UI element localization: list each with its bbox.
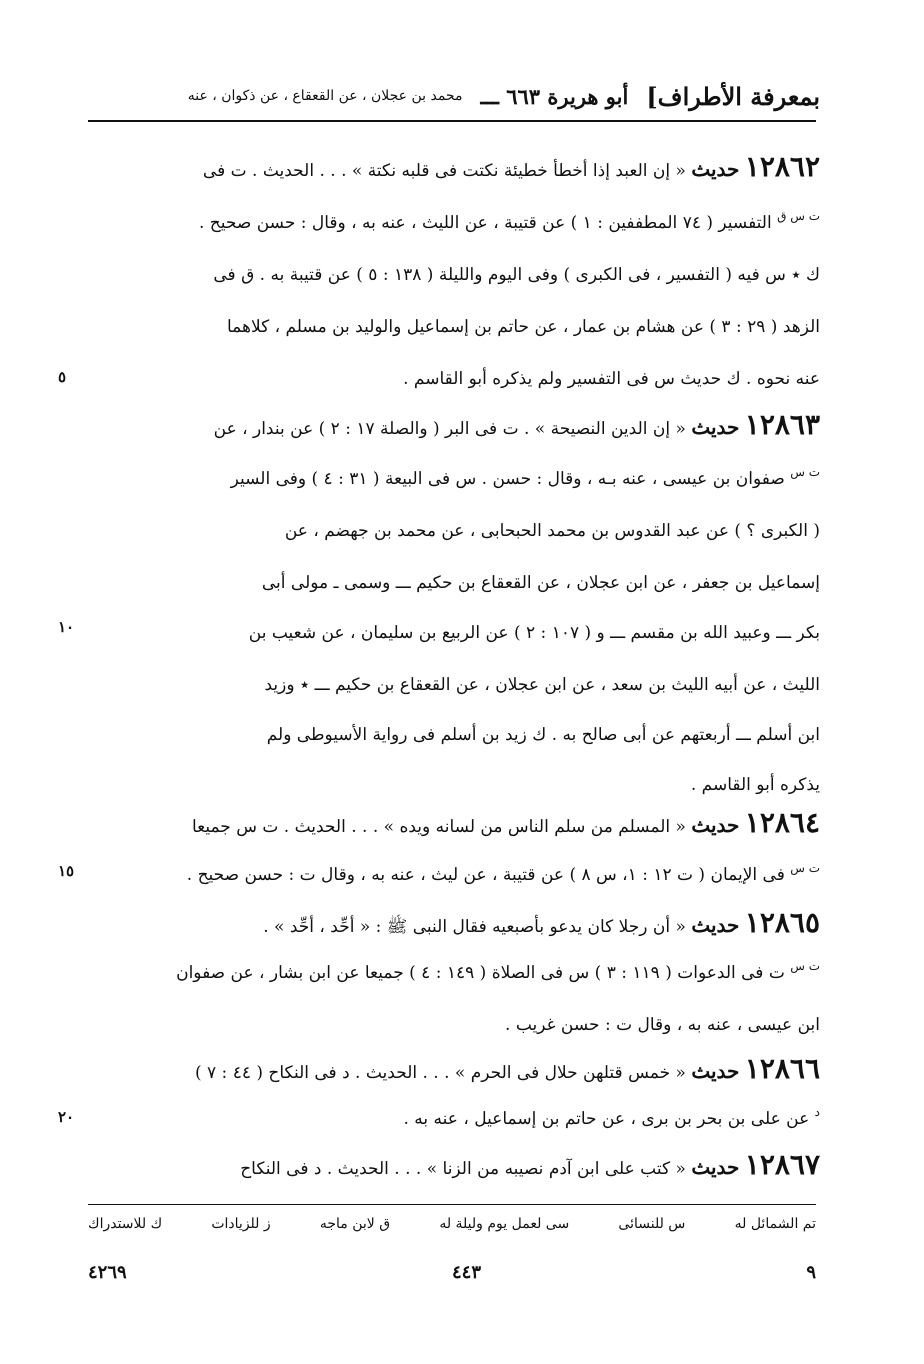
text-line bbox=[199, 208, 820, 239]
hadith-entry-line bbox=[195, 1054, 820, 1088]
hadith-number: ١٢٨٦٥ bbox=[744, 906, 820, 939]
footnote-item: سى لعمل يوم وليلة له bbox=[439, 1216, 570, 1232]
source-sigla: ت س bbox=[790, 959, 820, 973]
line-text: بكر ـــ وعبيد الله بن مقسم ـــ و ( ١٠٧ : ٢ ) عن الربيع بن سليمان ، عن شعيب بن bbox=[248, 623, 820, 643]
footnote-item: س للنسائى bbox=[618, 1216, 686, 1232]
text-line bbox=[249, 618, 820, 648]
page-numbers bbox=[88, 1262, 816, 1283]
text-line bbox=[285, 516, 820, 546]
line-text: « خمس قتلهن حلال فى الحرم » . . . الحديث . د فى النكاح ( ٤٤ : ٧ ) bbox=[194, 1063, 686, 1083]
page-header bbox=[88, 76, 820, 116]
hadith-keyword: حديث bbox=[691, 157, 740, 181]
line-text: « المسلم من سلم الناس من لسانه ويده » . . . الحديث . ت س جميعا bbox=[191, 817, 686, 837]
text-line bbox=[176, 958, 820, 989]
hadith-entry-line bbox=[192, 808, 820, 842]
text-line bbox=[691, 770, 820, 800]
line-text: ابن عيسى ، عنه به ، وقال ت : حسن غريب . bbox=[505, 1015, 820, 1035]
header-chain: محمد بن عجلان ، عن القعقاع ، عن ذكوان ، عنه bbox=[187, 88, 463, 104]
line-text: ابن أسلم ـــ أربعتهم عن أبى صالح به . ﻙ زيد بن أسلم فى رواية الأسيوطى ولم bbox=[266, 725, 820, 745]
line-text: « إن الدين النصيحة » . ت فى البر ( والصلة ١٧ : ٢ ) عن بندار ، عن bbox=[213, 419, 686, 439]
header-book-title: بمعرفة الأطراف] bbox=[646, 81, 820, 111]
hadith-keyword: حديث bbox=[691, 415, 740, 439]
text-line bbox=[403, 1104, 820, 1135]
line-text: صفوان بن عيسى ، عنه بـه ، وقال : حسن . س فى البيعة ( ٣١ : ٤ ) وفى السير bbox=[230, 469, 785, 489]
text-line bbox=[187, 860, 820, 891]
line-text: الزهد ( ٢٩ : ٣ ) عن هشام بن عمار ، عن حاتم بن إسماعيل والوليد بن مسلم ، كلاهما bbox=[226, 317, 820, 337]
page-number-right: ٩ bbox=[806, 1262, 816, 1283]
source-sigla: ت س bbox=[790, 465, 820, 479]
hadith-keyword: حديث bbox=[691, 913, 740, 937]
source-sigla: ت س bbox=[790, 861, 820, 875]
text-line bbox=[213, 260, 820, 290]
hadith-entry-line bbox=[203, 152, 820, 186]
footnote-rule bbox=[88, 1204, 816, 1205]
hadith-number: ١٢٨٦٢ bbox=[744, 150, 820, 183]
line-text: « أن رجلا كان يدعو بأصبعيه فقال النبى ﷺ : « أحِّد ، أحِّد » . bbox=[263, 917, 686, 937]
header-rule bbox=[88, 120, 816, 122]
hadith-entry-line bbox=[263, 908, 820, 942]
hadith-keyword: حديث bbox=[691, 813, 740, 837]
line-text: « إن العبد إذا أخطأ خطيئة نكتت فى قلبه نكتة » . . . الحديث . ت فى bbox=[202, 161, 686, 181]
text-line bbox=[403, 364, 820, 394]
line-text: عنه نحوه . ﻙ حديث س فى التفسير ولم يذكره أبو القاسم . bbox=[403, 369, 820, 389]
footnote-item: ق لابن ماجه bbox=[319, 1216, 391, 1232]
footnote-legend bbox=[88, 1216, 816, 1232]
footnote-item: ز للزيادات bbox=[211, 1216, 271, 1232]
line-text: إسماعيل بن جعفر ، عن ابن عجلان ، عن القعقاع بن حكيم ـــ وسمى ـ مولى أبى bbox=[261, 573, 820, 593]
hadith-number: ١٢٨٦٣ bbox=[744, 408, 820, 441]
source-sigla: د bbox=[814, 1105, 820, 1119]
hadith-keyword: حديث bbox=[691, 1059, 740, 1083]
line-text: ت فى الدعوات ( ١١٩ : ٣ ) س فى الصلاة ( ١٤٩ : ٤ ) جميعا عن ابن بشار ، عن صفوان bbox=[176, 963, 785, 983]
line-text: عن على بن بحر بن برى ، عن حاتم بن إسماعيل ، عنه به . bbox=[403, 1109, 810, 1129]
hadith-number: ١٢٨٦٤ bbox=[744, 806, 820, 839]
line-text: يذكره أبو القاسم . bbox=[690, 775, 820, 795]
text-line bbox=[265, 670, 821, 700]
source-sigla: ت س ق bbox=[777, 209, 820, 223]
margin-line-number: ٥ bbox=[58, 368, 67, 386]
text-line bbox=[267, 720, 820, 750]
hadith-text-body bbox=[80, 152, 820, 1192]
hadith-entry-line bbox=[240, 1150, 820, 1184]
line-text: ( الكبرى ؟ ) عن عبد القدوس بن محمد الحبحابى ، عن محمد بن جهضم ، عن bbox=[284, 521, 820, 541]
footnote-item: تم الشمائل له bbox=[734, 1216, 816, 1232]
hadith-entry-line bbox=[214, 410, 820, 444]
line-text: التفسير ( ٧٤ المطففين : ١ ) عن قتيبة ، عن الليث ، عنه به ، وقال : حسن صحيح . bbox=[198, 213, 772, 233]
hadith-keyword: حديث bbox=[691, 1155, 740, 1179]
margin-line-number: ١٠ bbox=[58, 618, 75, 636]
footnote-item: ﻙ للاستدراك bbox=[88, 1216, 163, 1232]
line-text: « كتب على ابن آدم نصيبه من الزنا » . . . الحديث . د فى النكاح bbox=[240, 1159, 686, 1179]
text-line bbox=[227, 312, 820, 342]
line-text: فى الإيمان ( ت ١٢ : ١، س ٨ ) عن قتيبة ، عن ليث ، عنه به ، وقال ت : حسن صحيح . bbox=[186, 865, 785, 885]
line-text: ﻙ ٭ س فيه ( التفسير ، فى الكبرى ) وفى اليوم والليلة ( ١٣٨ : ٥ ) عن قتيبة به . ق فى bbox=[213, 265, 820, 285]
margin-line-number: ٢٠ bbox=[58, 1108, 75, 1126]
header-section: أبو هريرة ٦٦٣ ـــ bbox=[480, 83, 629, 109]
page-number-center: ٤٤٣ bbox=[452, 1262, 482, 1283]
hadith-number: ١٢٨٦٦ bbox=[744, 1052, 820, 1085]
text-line bbox=[262, 568, 820, 598]
text-line bbox=[505, 1010, 820, 1040]
line-text: الليث ، عن أبيه الليث بن سعد ، عن ابن عجلان ، عن القعقاع بن حكيم ـــ ٭ وزيد bbox=[264, 675, 820, 695]
text-line bbox=[231, 464, 820, 495]
hadith-number: ١٢٨٦٧ bbox=[744, 1148, 820, 1181]
margin-line-number: ١٥ bbox=[58, 862, 75, 880]
page-number-left: ٤٢٦٩ bbox=[88, 1262, 127, 1283]
